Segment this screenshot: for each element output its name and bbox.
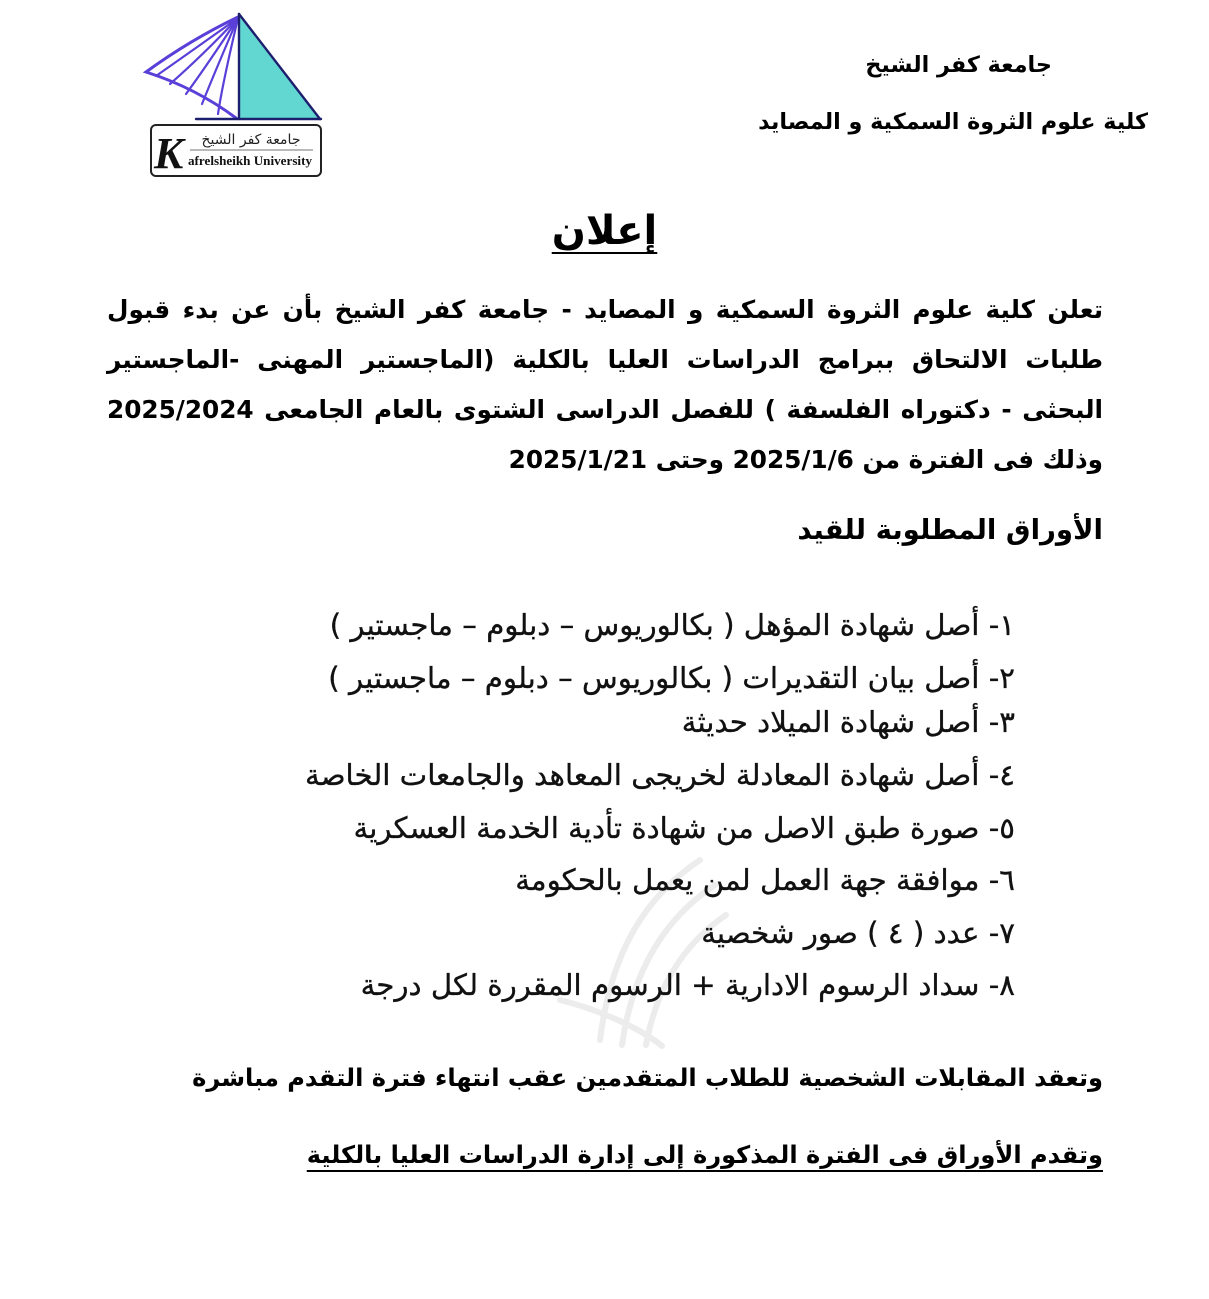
logo-arabic-text: جامعة كفر الشيخ (201, 132, 301, 148)
list-item-number: ٨- (988, 968, 1015, 1002)
body-line-text: وذلك فى الفترة من 2025/1/6 وحتى 2025/1/21 (508, 445, 1103, 474)
submission-note-text: وتقدم الأوراق فى الفترة المذكورة إلى إدارة الدراسات العليا بالكلية (306, 1141, 1103, 1169)
list-item-text: أصل شهادة المعادلة لخريجى المعاهد والجامعات الخاصة (305, 758, 980, 792)
logo-sail-graphic (146, 14, 321, 119)
list-item-content (330, 608, 1015, 642)
list-item-content (328, 661, 1015, 695)
body-line-text: طلبات الالتحاق ببرامج الدراسات العليا بالكلية (الماجستير المهنى -الماجستير (107, 345, 1103, 374)
body-line-text: البحثى - دكتوراه الفلسفة ) للفصل الدراسى الشتوى بالعام الجامعى 2025/2024 (107, 395, 1103, 424)
list-item-text: أصل شهادة المؤهل ( بكالوريوس – دبلوم – ماجستير ) (329, 608, 980, 642)
watermark-stroke (622, 885, 715, 1045)
list-item-text: صورة طبق الاصل من شهادة تأدية الخدمة العسكرية (353, 811, 980, 845)
list-item (653, 914, 1015, 952)
list-item-content (354, 811, 1015, 845)
list-item-number: ٣- (988, 705, 1015, 739)
logo-sail-stripe (170, 18, 238, 84)
list-item-text: موافقة جهة العمل لمن يعمل بالحكومة (515, 863, 980, 897)
list-item (265, 756, 1015, 794)
list-item (321, 809, 1015, 847)
list-item-content (305, 758, 1015, 792)
announcement-title (0, 202, 1209, 260)
list-item-text: عدد ( ٤ ) صور شخصية (701, 916, 980, 950)
list-item-number: ٢- (988, 661, 1015, 695)
list-item-number: ٦- (988, 863, 1015, 897)
interviews-note-text: وتعقد المقابلات الشخصية للطلاب المتقدمين عقب انتهاء فترة التقدم مباشرة (192, 1064, 1103, 1092)
list-item-content (515, 863, 1015, 897)
body-line (107, 290, 1103, 330)
list-item-text: سداد الرسوم الادارية + الرسوم المقررة لكل درجة (360, 968, 980, 1002)
list-item-text: أصل شهادة الميلاد حديثة (681, 705, 980, 739)
list-item-content (361, 968, 1015, 1002)
list-item (653, 703, 1015, 741)
body-line-text: تعلن كلية علوم الثروة السمكية و المصايد - جامعة كفر الشيخ بأن عن بدء قبول (107, 295, 1103, 324)
list-item-content (701, 916, 1015, 950)
list-item-text: أصل بيان التقديرات ( بكالوريوس – دبلوم – ماجستير ) (328, 661, 980, 695)
university-name-text: جامعة كفر الشيخ (865, 52, 1052, 78)
announcement-title-text: إعلان (551, 208, 658, 254)
list-item (283, 659, 1015, 697)
body-line (107, 340, 1103, 380)
university-logo (140, 6, 326, 182)
logo-k-letter: K (154, 129, 184, 178)
required-documents-heading-text: الأوراق المطلوبة للقيد (797, 513, 1103, 546)
required-documents-heading (791, 508, 1103, 552)
body-line (107, 390, 1103, 430)
body-line (479, 440, 1103, 480)
list-item (505, 861, 1015, 899)
interviews-note (173, 1059, 1103, 1097)
faculty-name (750, 104, 1148, 140)
list-item-number: ٧- (988, 916, 1015, 950)
list-item-number: ١- (988, 608, 1015, 642)
faculty-name-text: كلية علوم الثروة السمكية و المصايد (758, 109, 1148, 135)
list-item-number: ٥- (988, 811, 1015, 845)
submission-note (285, 1136, 1103, 1174)
list-item-number: ٤- (988, 758, 1015, 792)
list-item (336, 966, 1015, 1004)
university-name (847, 47, 1052, 83)
list-item (293, 606, 1015, 644)
list-item-content (682, 705, 1015, 739)
logo-english-text: afrelsheikh University (188, 154, 313, 168)
